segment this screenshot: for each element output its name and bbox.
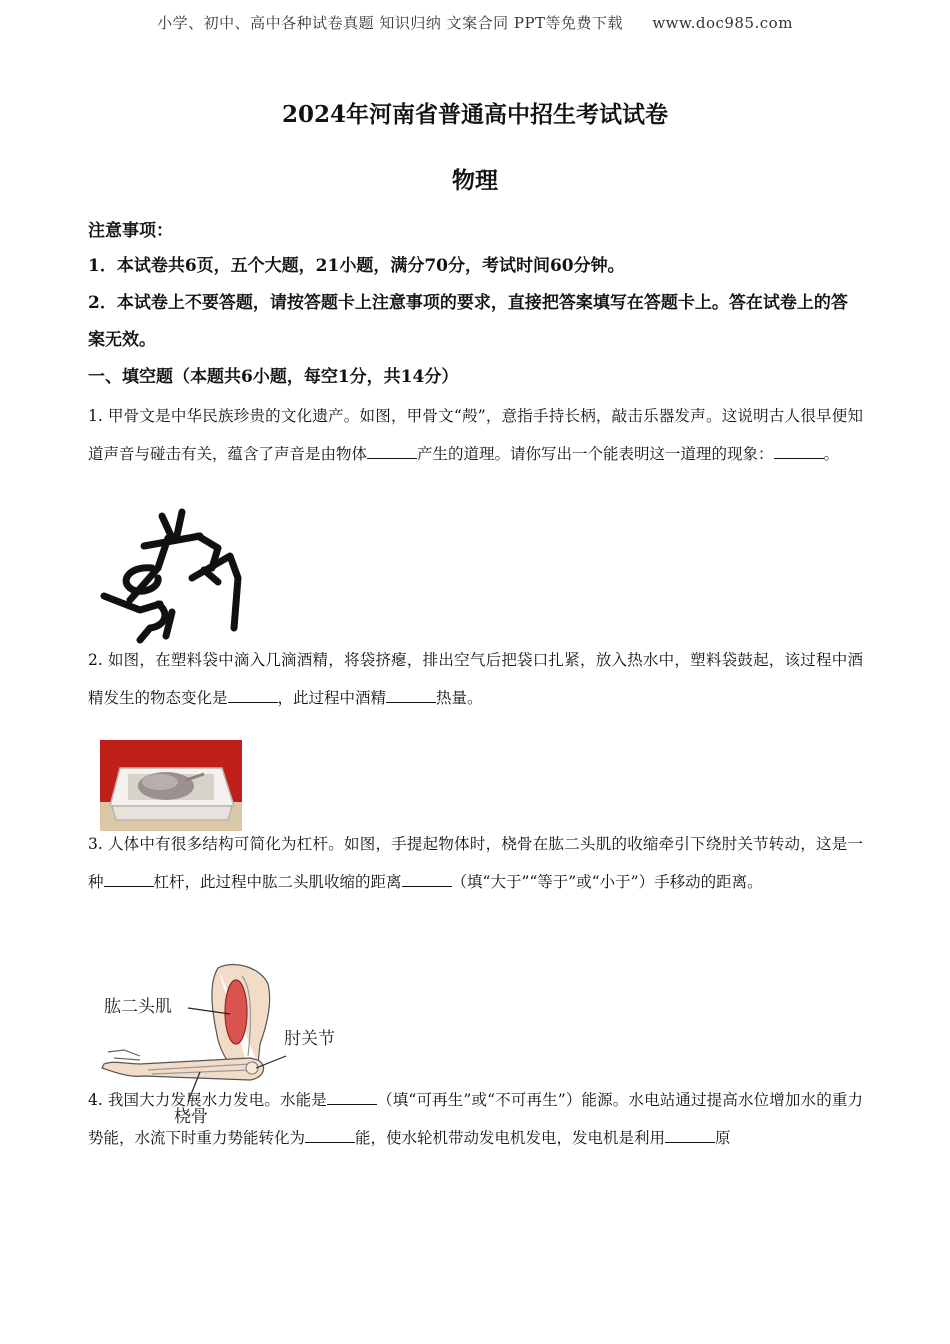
answer-blank xyxy=(305,1141,355,1143)
page-header xyxy=(0,12,950,33)
q2-text-3: 热量。 xyxy=(436,689,483,707)
label-biceps: 肱二头肌 xyxy=(104,997,172,1017)
answer-blank xyxy=(402,885,452,887)
question-1 xyxy=(88,397,863,473)
q3-text-3: （填“大于”“等于”或“小于”）手移动的距离。 xyxy=(451,873,763,891)
label-radius: 桡骨 xyxy=(174,1107,208,1127)
answer-blank xyxy=(386,701,436,703)
note-item-1: 1．本试卷共6页，五个大题，21小题，满分70分，考试时间60分钟。 xyxy=(88,256,625,276)
answer-blank xyxy=(665,1141,715,1143)
q3-text-1: 3. 人体中有很多结构可简化为杠杆。如图，手提起物体时，桡骨在肱二头肌的收缩牵引下绕肘关节转动，这是一种 xyxy=(88,835,863,891)
exam-subject: 物理 xyxy=(452,167,498,194)
section-heading: 一、填空题（本题共6小题，每空1分，共14分） xyxy=(88,367,459,387)
plastic-bag-in-hot-water-photo xyxy=(100,740,242,831)
q4-text-1: 4. 我国大力发展水力发电。水能是 xyxy=(88,1091,327,1109)
header-text: 小学、初中、高中各种试卷真题 知识归纳 文案合同 PPT等免费下载 xyxy=(157,14,624,32)
arm-lever-diagram xyxy=(100,960,370,1130)
answer-blank xyxy=(367,457,417,459)
answer-blank xyxy=(104,885,154,887)
note-item-2: 2．本试卷上不要答题，请按答题卡上注意事项的要求，直接把答案填写在答题卡上。答在试卷上的答案无效。 xyxy=(88,293,848,350)
q1-text-3: 。 xyxy=(823,445,840,463)
question-3 xyxy=(88,825,863,901)
q2-text-2: ，此过程中酒精 xyxy=(277,689,387,707)
biceps-muscle-shape xyxy=(225,980,247,1044)
notes-heading: 注意事项： xyxy=(88,221,173,241)
q3-text-2: 杠杆，此过程中肱二头肌收缩的距离 xyxy=(153,873,402,891)
q2-text-1: 2. 如图，在塑料袋中滴入几滴酒精，将袋挤瘪，排出空气后把袋口扎紧，放入热水中，塑料袋鼓起，该过程中酒精发生的物态变化是 xyxy=(88,651,863,707)
question-2 xyxy=(88,641,863,717)
label-elbow-joint: 肘关节 xyxy=(284,1029,335,1049)
q4-text-2: （填“可再生”或“不可再生”）能源。水电站通过提高水位增加水的重力势能，水流下时重力势能转化为 xyxy=(88,1091,864,1147)
oracle-bone-glyph-figure xyxy=(100,508,250,648)
q1-text-2: 产生的道理。请你写出一个能表明这一道理的现象： xyxy=(417,445,774,463)
q4-text-4: 原 xyxy=(715,1129,731,1147)
header-site: www.doc985.com xyxy=(652,14,793,32)
answer-blank xyxy=(228,701,278,703)
q1-text-1: 1. 甲骨文是中华民族珍贵的文化遗产。如图，甲骨文“殸”，意指手持长柄，敲击乐器发声。这说明古人很早便知道声音与碰击有关，蕴含了声音是由物体 xyxy=(88,407,863,463)
answer-blank xyxy=(774,457,824,459)
exam-title: 2024年河南省普通高中招生考试试卷 xyxy=(281,101,668,128)
q4-text-3: 能，使水轮机带动发电机发电，发电机是利用 xyxy=(355,1129,666,1147)
